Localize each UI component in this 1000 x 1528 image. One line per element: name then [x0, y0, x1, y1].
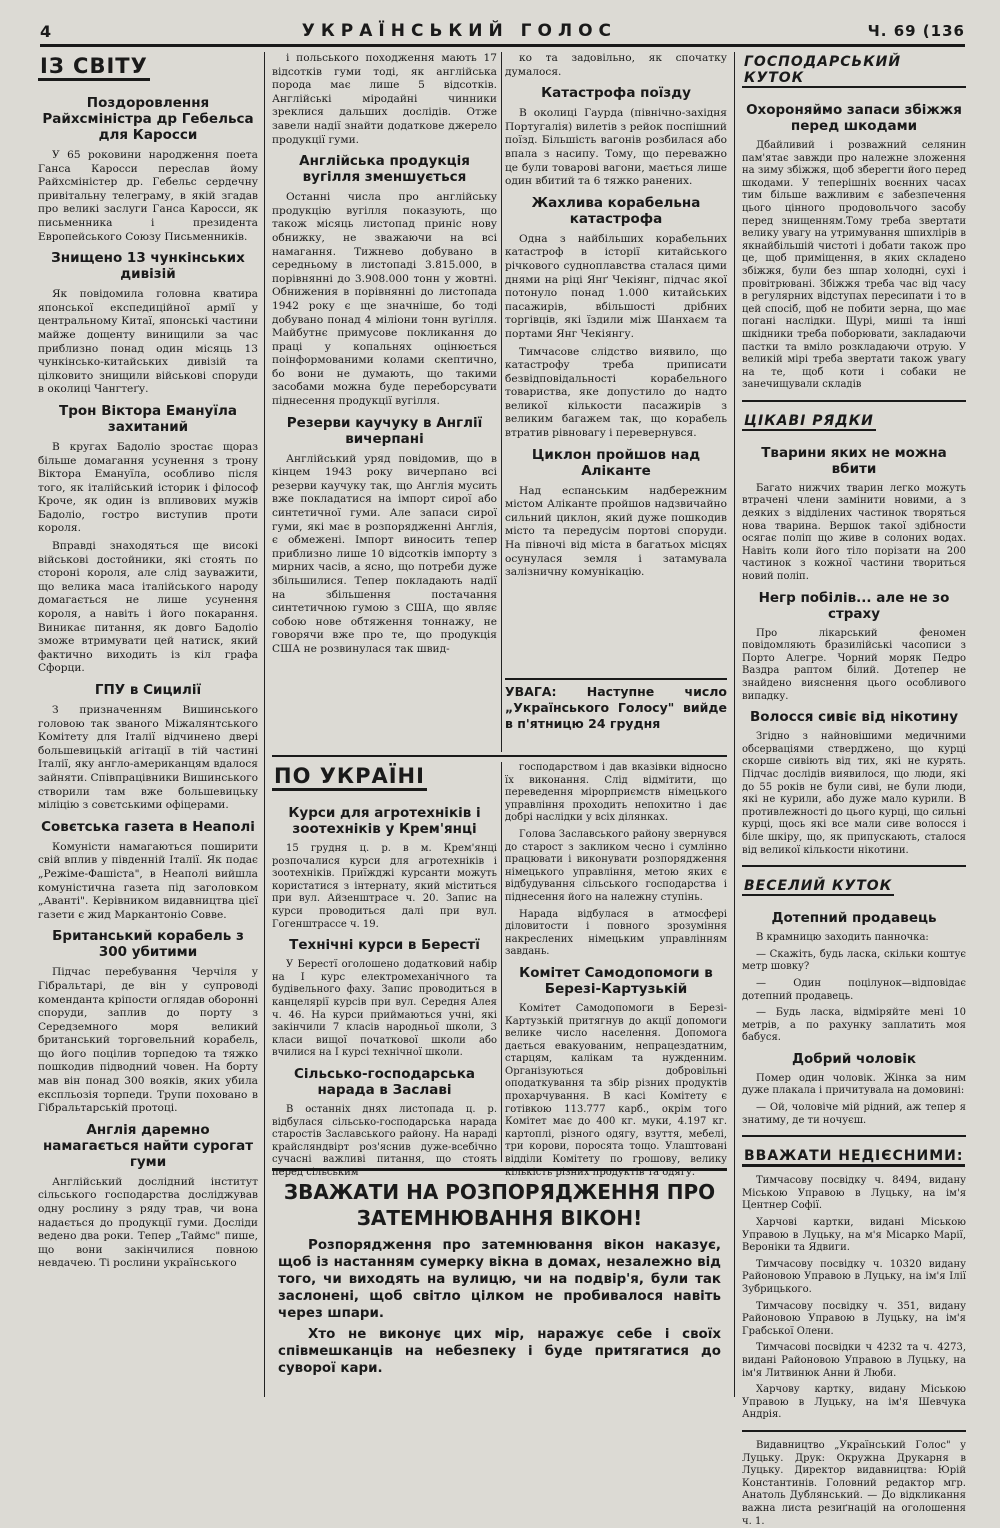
- article-headline: Охороняймо запаси збіжжя перед шкодами: [746, 102, 962, 134]
- article-paragraph: Тимчасове слідство виявило, що катастрофу треба приписати безвідповідальності корабельного товариства, яке допустило до надто великої кількости пасажирів з великим багажем так, що корабель втратив рівновагу і перевернувся.: [505, 345, 727, 440]
- article-paragraph: Згідно з найновішими медичними обсерваціями стверджено, що курці скорше сивіють від тих, які не курять. Підчас дослідів виявилося, що люди, які до 55 років не були сиві, не були люди, які не курили, або дуже мало курили. В противлежності до цього курці, що сильні курці, щось які все мали сиве волосся і біле шкіру, що, як припускають, сталося від великої кількости нікотини.: [742, 731, 966, 856]
- section-title-world: ІЗ СВІТУ: [38, 54, 150, 81]
- section-title-lines: ЦІКАВІ РЯДКИ: [744, 412, 874, 429]
- article-paragraph: В кругах Бадоліо зростає щораз більше домагання усунення з трону Віктора Емануїла, особливо після того, як італійський історик і філософ Кроче, як один із впливових мужів Бадоліо, гостро виступив проти короля.: [38, 440, 258, 535]
- page-number: 4: [40, 21, 52, 41]
- column-2: [272, 52, 497, 752]
- article-paragraph: В крамницю заходить панночка:: [756, 932, 929, 944]
- article-paragraph: — Скажіть, будь ласка, скільки коштує метр шовку?: [742, 948, 966, 973]
- article-paragraph: Одна з найбільших корабельних катастроф в історії китайського річкового судноплавства сталася цими днями на ріці Янґ Чекіянг, підчас якої потонуло понад 1.000 китайських пасажирів, вбільшості дрібних торгівців, які їздили між Шанхаєм та портами Янг Чекіянгу.: [505, 232, 727, 340]
- article-paragraph: — Ой, чоловіче мій рідний, аж тепер я знатиму, де ти ночуєш.: [742, 1102, 966, 1126]
- articles: [505, 762, 727, 1179]
- article-headline: Англійська продукція вугілля зменшується: [299, 153, 470, 186]
- article-paragraph: У Берестї оголошено додатковий набір на І курс електромеханічного та будівельного фаху. Запис проводиться в канцелярії курсів при вул. Середня Алея ч. 46. На курси приймаються учні, які закінчили 7 класів народньої школи, 3 класи вищої початкової школи або вчилися на І курсі технічної школи.: [272, 959, 497, 1059]
- column-divider: [501, 52, 502, 752]
- article-paragraph: У 65 роковини народження поета Ганса Каросси переслав йому Райхсміністер др. Гебельс сердечну привітальну телеграму, в якій згадав про великі заслуги Ганса Каросси, як письменника і президента Европейського Союзу Письменників.: [38, 149, 258, 243]
- article-paragraph: Як повідомила головна кватира японської експедиційної армії у центральному Китаї, японські частини майже дощенту винищили за час приблизно понад один місяць 13 чункінсько-китайських дивізій та цілковито знищили військові споруди в околиці Чангтеґу.: [38, 288, 258, 396]
- article-paragraph: В околиці Гаурда (північно-західня Португалія) вилетів з рейок поспішний поїзд. Більшість вагонів розбилася або впала з насипу. Тому, що переважно це були товарові вагони, мається лише один вбитий та 6 тяжко ранених.: [505, 107, 727, 188]
- article-paragraph: Англійський дослідний інститут сільського господарства досліджував одну рослину з ряду трав, чи вона надається до продукції гуми. Досліди ведено два роки. Тепер „Таймс" пише, що вони закінчилися повною невдачею. Ті рослини українського: [38, 1175, 258, 1270]
- column-world-news: [38, 52, 258, 1397]
- article-paragraph: — Будь ласка, відміряйте мені 10 метрів, а по рахунку заплатить моя бабуся.: [742, 1007, 966, 1044]
- article-paragraph: Голова Заславського району звернувся до старост з закликом чесно і сумлінно працювати і виконувати розпорядження німецького управління, метою яких є відбудування сільського господарства і піднесення його на належну ступінь.: [505, 828, 727, 903]
- article-headline: Дотепний продавець: [771, 910, 937, 927]
- imprint: Видавництво „Український Голос" у Луцьку. Друк: Окружна Друкарня в Луцьку. Директор видавництва: Юрій Константинів. Головний редактор мгр. Анатоль Дублянський. — До відкликання важна листа резиґнацій на оголошення ч. 1.: [742, 1439, 966, 1527]
- blackout-paragraph: Розпорядження про затемнювання вікон наказує, щоб із настанням сумерку вікна в домах, незалежно від того, чи виходять на вулицю, чи на подвір'я, були так заслонені, щоб світло цілком не пробивалося навіть через шпари.: [278, 1238, 721, 1321]
- article-headline: Негр побілів... але не зо страху: [758, 589, 950, 622]
- articles: [272, 52, 497, 657]
- article-headline: Технічні курси в Берестї: [289, 937, 480, 954]
- article-headline: Циклон пройшов над Аліканте: [531, 446, 701, 479]
- section-title-ukraine: ПО УКРАЇНІ: [272, 764, 427, 791]
- article-paragraph: Комітет Самодопомоги в Березі-Картузькій притягнув до акції допомоги велике число населення. Допомога дається евакуованим, непрацездатним, старцям, калікам та нужденним. Організуються добровільні оподаткування та збір різних продуктів прохарчування. В касі Комітету є готівкою 113.777 карб., окрім того Комітет має до 400 кг. муки, 4.197 кг. картоплі, різного одягу, взуття, мебелі, три корови, поросята тощо. Улаштовані відділи Комітету по грошову, велику кількість різних продуктів та одягу.: [505, 1002, 727, 1178]
- article-paragraph: і польського походження мають 17 відсотків гуми тоді, як англійська порода має лише 5 відсотків. Англійські міродайні чинники зреклися дальших дослідів. Отже завели надії знайти додаткове джерело продукції гуми.: [272, 52, 497, 146]
- void-document-entry: Харчові картки, видані Міською Управою в Луцьку, на м'я Місарко Марії, Вероніки та Ядвиги.: [742, 1217, 966, 1254]
- article-headline: ГПУ в Сицилії: [94, 682, 202, 698]
- column-divider: [734, 52, 735, 1397]
- section-divider: [272, 755, 727, 757]
- article-headline: Катастрофа поїзду: [541, 85, 691, 102]
- newspaper-title: УКРАЇНСЬКИЙ ГОЛОС: [301, 21, 618, 41]
- column-ukraine-news-2: [505, 762, 727, 1178]
- article-headline: Жахлива корабельна катастрофа: [531, 194, 701, 227]
- article-paragraph: Помер один чоловік. Жінка за ним дуже плакала і причитувала на домовині:: [742, 1072, 966, 1097]
- void-document-entry: Тимчасову посвідку ч. 10320 видану Районовою Управою в Луцьку, на ім'я Ілії Зубрицького.: [742, 1258, 966, 1295]
- articles: [742, 445, 966, 857]
- article-headline: Тварини яких не можна вбити: [761, 444, 947, 477]
- article-paragraph: ко та задовільно, як спочатку думалося.: [505, 52, 727, 78]
- divider: [742, 400, 966, 402]
- article-paragraph: Над еспанським надбережним містом Аліканте пройшов надзвичайно сильний циклон, який дуже пошкодив місто та передусім портові споруди. На півночі від міста в багатьох місцях осунулася земля і затамувала залізничну комунікацію.: [505, 484, 727, 579]
- column-3: [505, 52, 727, 752]
- article-headline: Курси для агротехніків і зоотехніків у Крем'янці: [288, 805, 481, 837]
- article-body: [742, 140, 966, 392]
- void-document-entry: Тимчасову посвідку ч. 8494, видану Міською Управою в Луцьку, на ім'я Центнер Софії.: [742, 1175, 966, 1212]
- article-paragraph: 15 грудня ц. р. в м. Крем'янці розпочалися курси для агротехніків і зоотехніків. Приїжджі курсанти можуть користатися з інтернату, який міститься при вул. Айзенштрасе ч. 20. Запис на курси проводиться далі при вул. Гогенштрассе ч. 19.: [272, 843, 497, 930]
- void-document-entry: Тимчасову посвідку ч. 351, видану Районовою Управою в Луцьку, на ім'я Грабської Олени.: [742, 1300, 966, 1337]
- void-document-entry: Харчову картку, видану Міською Управою в Луцьку, на ім'я Шевчука Андрія.: [742, 1384, 966, 1421]
- article-headline: Поздоровлення Райхсміністра др Гебельса для Каросси: [42, 95, 254, 143]
- section-title-economy: ГОСПОДАРСЬКИЙ КУТОК: [742, 54, 966, 88]
- article-paragraph: З призначенням Вишинського головою так званого Міжалянтського Комітету для Італії відчинено двері большевицькій агітації в тій частині Італії, яку англо-американцям вдалося зайняти. Співпрацівники Вишинського створили там вже большевицьку міліцію з совєтськими офіцерами.: [38, 704, 259, 812]
- article-headline: Знищено 13 чункінських дивізій: [51, 250, 245, 283]
- article-paragraph: Комуністи намагаються поширити свій вплив у південній Італії. Як подає „Режіме-Фашіста", в Неаполі вийшла комуністична газета під заголовком „Аванті". Керівником видавництва цієї газети є жид Маркантоніо Совве.: [38, 840, 258, 921]
- article-headline: Британський корабель з 300 убитими: [52, 928, 244, 961]
- articles: [505, 52, 727, 580]
- blackout-headline: ЗВАЖАТИ НА РОЗПОРЯДЖЕННЯ ПРО ЗАТЕМНЮВАННЯ ВІКОН!: [283, 1180, 716, 1230]
- section-title-jokes: ВЕСЕЛИЙ КУТОК: [744, 878, 893, 895]
- void-documents-list: [742, 1175, 966, 1422]
- article-paragraph: Останні числа про англійську продукцію вугілля показують, що також місяць листопад приніс нову обнижку, не зважаючи на всі намагання. Тижнево добувано в середньому в листопаді 3.815.000, в порівнянні до 3.908.000 тонн у жовтні. Обнижения в порівнянні до листопада 1942 року є ще значніше, бо тоді добувано понад 4 міліони тонн вугілля. Майбутнє примусове покликання до праці у копальнях оцінюється поінформованими колами скептично, бо вони не думають, що такими засобами можна буде переборсувати піднесення продукції вугілля.: [272, 191, 497, 408]
- article-headline: Добрий чоловік: [791, 1050, 917, 1067]
- article-headline: Совєтська газета в Неаполі: [41, 818, 255, 835]
- column-divider: [501, 762, 502, 1162]
- divider: [742, 1430, 966, 1432]
- masthead: [40, 18, 965, 47]
- articles: [38, 95, 258, 1271]
- article-paragraph: Підчас перебування Черчіля у Гібральтарі, де він у супроводі коменданта кріпости оглядав оборонні споруди, заплив до порту з Середземного моря великий британський торговельний корабель, що його поцілив торпедою та тяжко пошкодив підводний човен. На борту мав він понад 300 вояків, яких убила експльозія торпеди. Трупи поховано в Гібральтарській протоці.: [38, 966, 258, 1115]
- articles: [272, 805, 497, 1179]
- article-headline: Сільсько-господарська нарада в Заславі: [294, 1065, 475, 1098]
- article-headline: Волосся сивіє від нікотину: [749, 709, 958, 726]
- article-headline: Комітет Самодопомоги в Березі-Картузькій: [519, 964, 713, 997]
- blackout-notice: [272, 1168, 727, 1396]
- section-title-void: ВВАЖАТИ НЕДІЄСНИМИ:: [742, 1148, 965, 1167]
- article-paragraph: Англійський уряд повідомив, що в кінцем 1943 року вичерпано всі резерви каучуку так, що Англія мусить вже покладатися на імпорт сирої або синтетичної гуми. Але запаси сирої гуми, які має в розпорядженні Англія, є обмежені. Імпорт виносить тепер приблизно лише 10 відсотків імпорту з мирних часів, а ясно, що потреби дуже збільшилися. Тепер покладають надії на збільшення постачання синтетичною гумою з США, що являє собою нове обтяження тоннажу, не говорячи вже про те, що продукція США не розвинулася так швид-: [272, 452, 497, 655]
- next-issue-notice: УВАГА: Наступне число „Українського Голосу" вийде в п'ятницю 24 грудня: [505, 678, 727, 732]
- column-divider: [264, 52, 265, 1397]
- blackout-paragraph: Хто не виконує цих мір, наражує себе і своїх співмешканців на небезпеку і буде притягатися до суворої кари.: [278, 1327, 721, 1376]
- article-paragraph: Багато нижчих тварин легко можуть втрачені члени замінити новими, а з деяких з відділених частинок творяться нова тварина. Вершок такої здібности осягає поліп що живе в солоних водах. Навіть коли його тіло порізати на 200 частинок з кожної частини твориться новий поліп.: [742, 482, 966, 583]
- column-right: [742, 52, 966, 1527]
- article-paragraph: Вправді знаходяться ще високі військові достойники, які стоять по стороні короля, але слід зауважити, що велика маса італійського народу домагається не лише усунення короля, а навіть і його покарання. Виникає питання, як довго Бадоліо зможе втримувати цей натиск, який фактично виходить із кіл графа Сфорци.: [38, 540, 258, 675]
- articles: [742, 910, 966, 1127]
- article-headline: Трон Віктора Емануїла захитаний: [59, 402, 237, 435]
- divider: [742, 865, 966, 867]
- article-paragraph: Про лікарський феномен повідомляють бразилійські часописи з Порто Алегре. Чорний моряк Педро Ваздра раптом білий. Дотепер не знайдено вияснення цього особливого випадку.: [742, 627, 966, 702]
- article-headline: Резерви каучуку в Англії вичерпані: [286, 414, 483, 447]
- article-paragraph: В останніх днях листопада ц. р. відбулася сільсько-господарська нарада старостів Заславського району. На нараді крайсляндвірт роз'яснив дуже-всебічно сучасні важливі питання, що стоять перед сільським: [272, 1103, 497, 1178]
- article-headline: Англія даремно намагається найти сурогат гуми: [42, 1121, 254, 1170]
- article-paragraph: господарством і дав вказівки відносно їх виконання. Слід відмітити, що переведення мірорприємств німецького управління проходить непохитно і дає добрі наслідки у всіх ділянках.: [505, 762, 727, 824]
- article-paragraph: — Один поцілунок—відповідає дотепний продавець.: [742, 977, 966, 1002]
- article-paragraph: Нарада відбулася в атмосфері діловитости і повного зрозуміння накреслених німецьким управлінням завдань.: [505, 908, 727, 958]
- void-document-entry: Тимчасові посвідки ч 4232 та ч. 4273, видані Районовою Управою в Луцьку, на ім'я Литвинюк Анни й Люби.: [742, 1342, 966, 1379]
- article-paragraph: Дбайливий і розважний селянин пам'ятає завжди про належне зложення на зиму збіжжя, щоб зберегти його перед шкодами. У теперішніх воєнних часах тим більше важливим є забезпечення цього цінного продовольчого засобу перед знищенням.Тому треба звертати велику увагу на утримування шпихлірів в якнайбільшій чистоті і добати також про це, щоб приміщення, в яких складено збіжжя, були без шпар холодні, сухі і провітрювані. Збіжжя треба час від часу в регулярних відступах пересипати і то в цей спосіб, щоб не побити зерна, що має погані наслідки. Щурі, миші та інші шкідники треба поборювати, закладаючи пастки та вміло розкладаючи отрую. У великій мірі треба звертати також увагу на те, щоб коти і собаки не занечищували складів: [742, 140, 966, 391]
- divider: [742, 1135, 966, 1137]
- issue-number: Ч. 69 (136: [867, 22, 965, 40]
- column-ukraine-news: [272, 762, 497, 1178]
